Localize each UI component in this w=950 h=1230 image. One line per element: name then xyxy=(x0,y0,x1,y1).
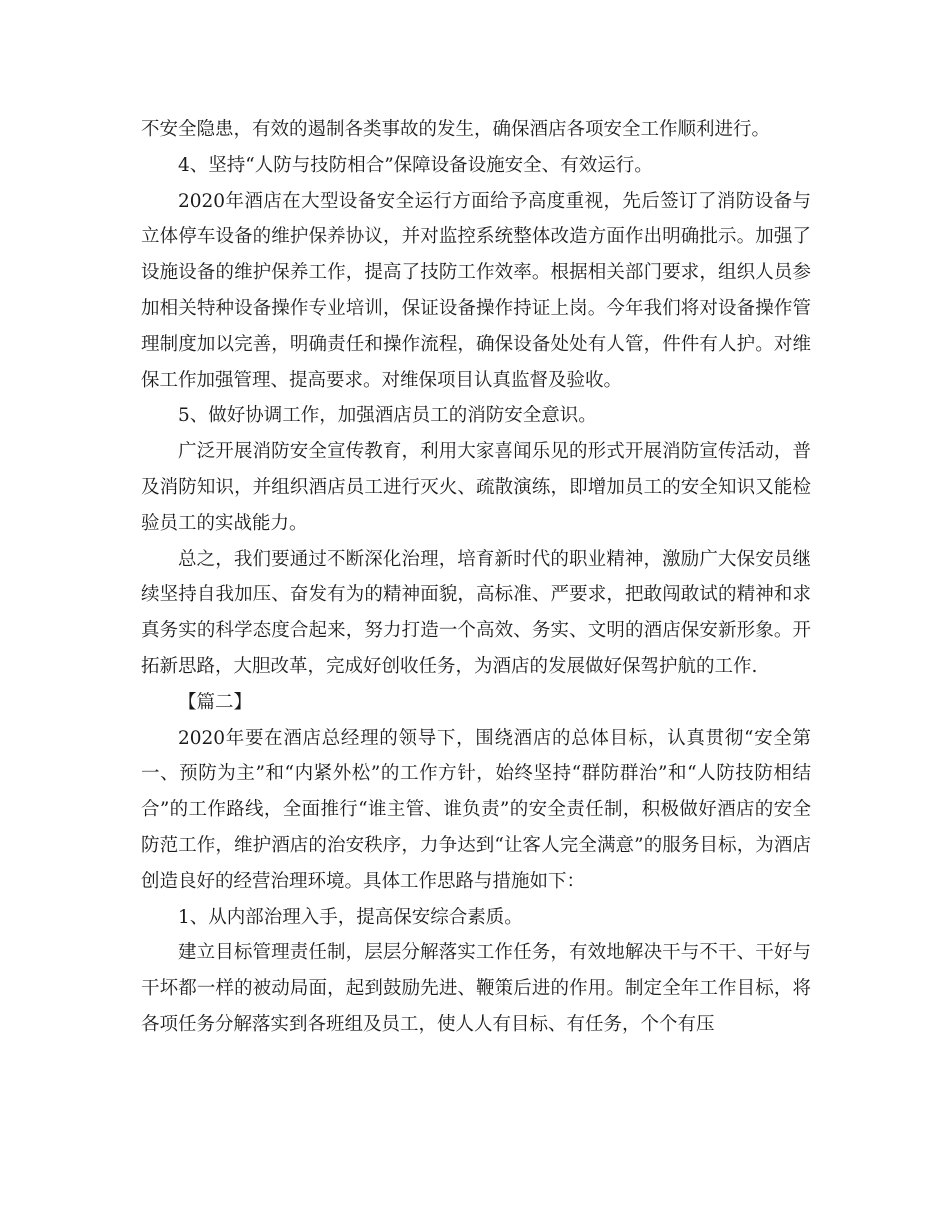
part-two-heading: 【篇二】 xyxy=(178,691,253,713)
paragraph-equipment: 2020年酒店在大型设备安全运行方面给予高度重视，先后签订了消防设备与立体停车设备的维护保养协议，并对监控系统整体改造方面作出明确批示。加强了设施设备的维护保养工作，提高了技防工作效率。根据相关部门要求，组织人员参加相关特种设备操作专业培训，保证设备操作持证上岗。今年我们将对设备操作管理制度加以完善，明确责任和操作流程，确保设备处处有人管，件件有人护。对维保工作加强管理、提高要求。对维保项目认真监督及验收。 xyxy=(141,190,811,391)
document-body xyxy=(141,112,811,1043)
section-heading-5: 5、做好协调工作，加强酒店员工的消防安全意识。 xyxy=(178,405,597,427)
section-heading-4: 4、坚持“人防与技防相合”保障设备设施安全、有效运行。 xyxy=(178,154,653,176)
paragraph-fire-safety: 广泛开展消防安全宣传教育，利用大家喜闻乐见的形式开展消防宣传活动，普及消防知识，并组织酒店员工进行灭火、疏散演练，即增加员工的安全知识又能检验员工的实战能力。 xyxy=(141,441,811,534)
section-heading-1: 1、从内部治理入手，提高保安综合素质。 xyxy=(178,906,523,928)
paragraph-continuation: 不安全隐患，有效的遏制各类事故的发生，确保酒店各项安全工作顺利进行。 xyxy=(141,119,771,140)
paragraph-management: 建立目标管理责任制，层层分解落实工作任务，有效地解决干与不干、干好与干坏都一样的被动局面，起到鼓励先进、鞭策后进的作用。制定全年工作目标，将各项任务分解落实到各班组及员工，使人人有目标、有任务，个个有压 xyxy=(141,942,811,1035)
paragraph-summary: 总之，我们要通过不断深化治理，培育新时代的职业精神，激励广大保安员继续坚持自我加压、奋发有为的精神面貌，高标准、严要求，把敢闯敢试的精神和求真务实的科学态度合起来，努力打造一个高效、务实、文明的酒店保安新形象。开拓新思路，大胆改革，完成好创收任务，为酒店的发展做好保驾护航的工作. xyxy=(141,548,811,677)
paragraph-part-two-intro: 2020年要在酒店总经理的领导下，围绕酒店的总体目标，认真贯彻“安全第一、预防为主”和“内紧外松”的工作方针，始终坚持“群防群治”和“人防技防相结合”的工作路线，全面推行“谁主管、谁负责”的安全责任制，积极做好酒店的安全防范工作，维护酒店的治安秩序，力争达到“让客人完全满意”的服务目标，为酒店创造良好的经营治理环境。具体工作思路与措施如下： xyxy=(141,727,811,892)
